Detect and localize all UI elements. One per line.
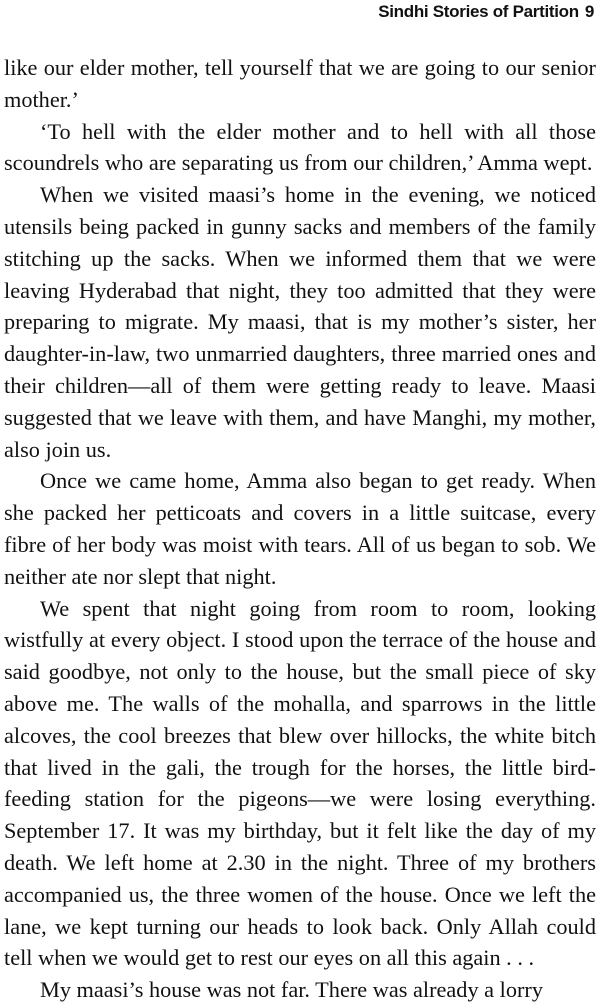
paragraph: like our elder mother, tell yourself that we are going to our senior mother.’ [4, 55, 596, 112]
running-head-title: Sindhi Stories of Partition [378, 2, 579, 21]
paragraph: Once we came home, Amma also began to get ready. When she packed her petticoats and covers in a little suitcase, every fibre of her body was moist with tears. All of us began to sob. We neither ate nor slept that night. [4, 468, 596, 589]
paragraph: When we visited maasi’s home in the evening, we noticed utensils being packed in gunny sacks and members of the family stitching up the sacks. When we informed them that we were leaving Hyderabad that night, they too admitted that they were preparing to migrate. My maasi, that is my mother’s sister, her daughter-in-law, two unmarried daughters, three married ones and their children—all of them were getting ready to leave. Maasi suggested that we leave with them, and have Manghi, my mother, also join us. [4, 182, 596, 462]
running-head [378, 2, 594, 22]
body-text [4, 52, 596, 1006]
paragraph: We spent that night going from room to room, looking wistfully at every object. I stood upon the terrace of the house and said goodbye, not only to the house, but the small piece of sky above me. The walls of the mohalla, and sparrows in the little alcoves, the cool breezes that blew over hillocks, the white bitch that lived in the gali, the trough for the horses, the little bird-feeding station for the pigeons—we were losing everything. September 17. It was my birthday, but it felt like the day of my death. We left home at 2.30 in the night. Three of my brothers accompanied us, the three women of the house. Once we left the lane, we kept turning our heads to look back. Only Allah could tell when we would get to rest our eyes on all this again . . . [4, 595, 596, 971]
paragraph: My maasi’s house was not far. There was already a lorry [40, 977, 543, 1003]
paragraph: ‘To hell with the elder mother and to hell with all those scoundrels who are separating us from our children,’ Amma wept. [4, 118, 596, 176]
page-number: 9 [584, 2, 594, 21]
